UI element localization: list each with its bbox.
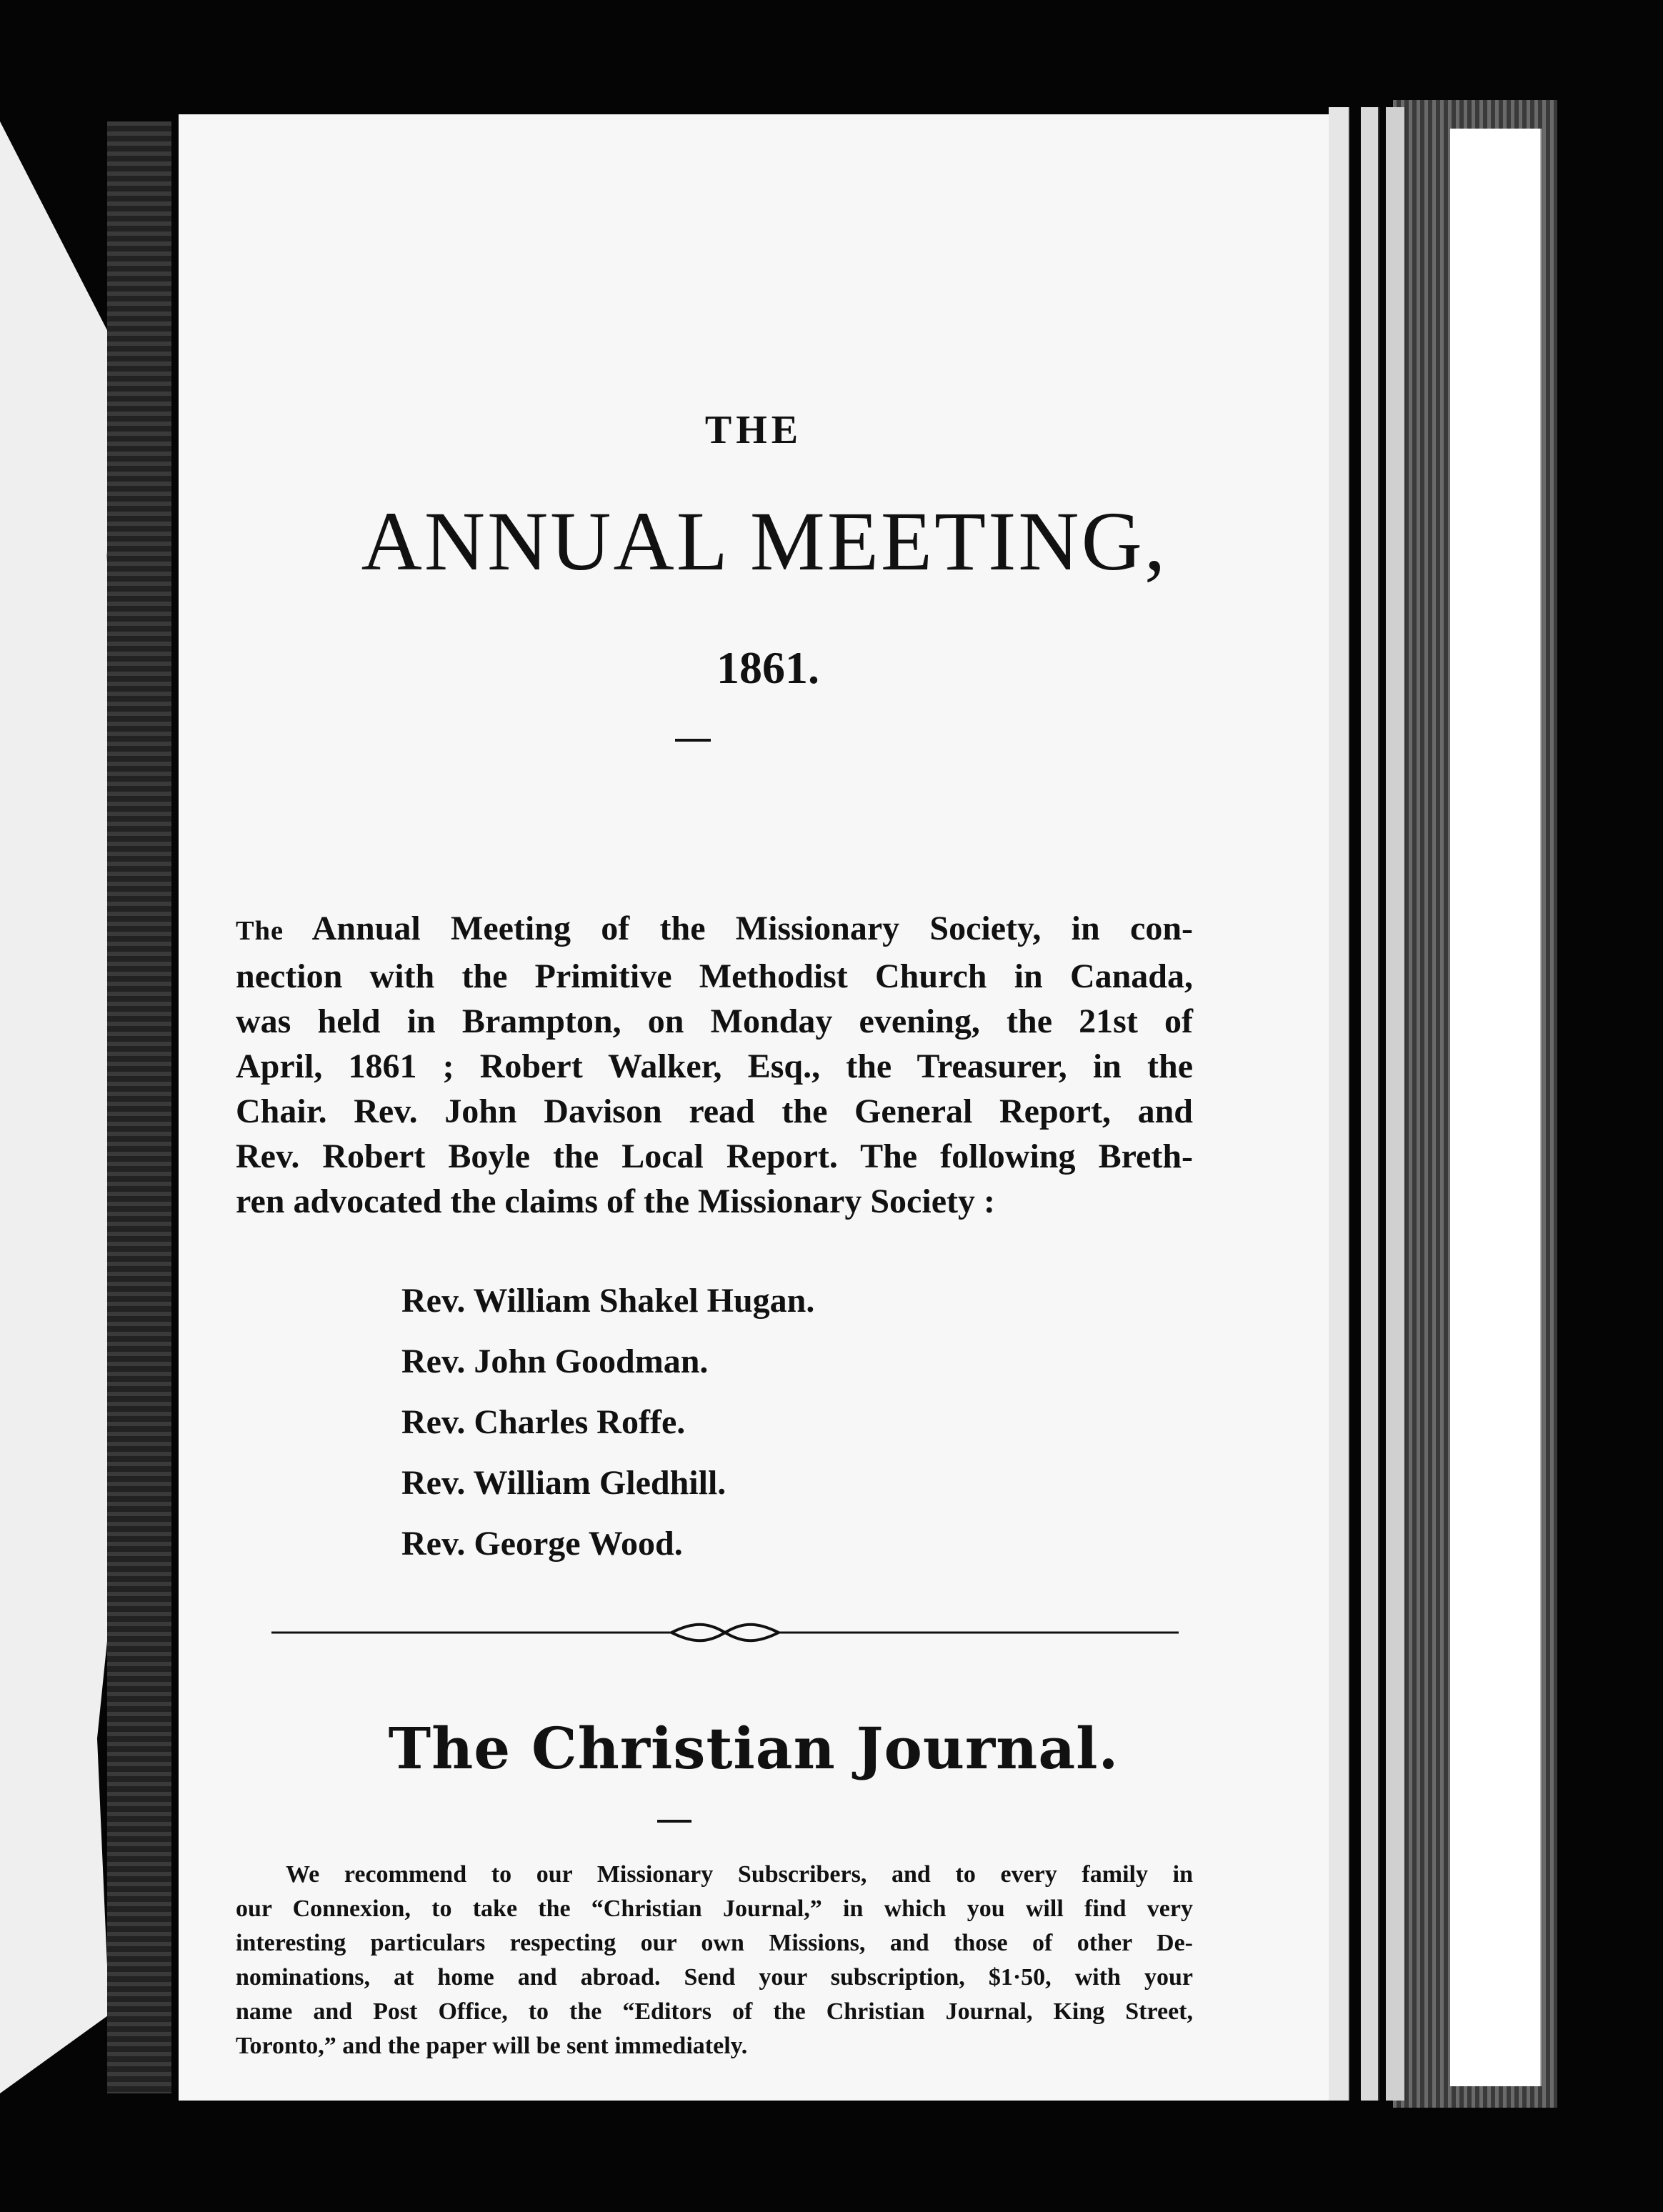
paragraph-lead: The (236, 916, 284, 946)
ornamental-divider (271, 1622, 1179, 1643)
page-edge (1450, 129, 1542, 2086)
notice-line: name and Post Office, to the “Editors of the Christian Journal, King Street, (236, 1998, 1193, 2025)
short-rule (675, 739, 711, 742)
notice-line: interesting particulars respecting our own Missions, and those of other De- (236, 1930, 1193, 1956)
document-page (179, 114, 1329, 2101)
page-edge (1329, 107, 1350, 2101)
paragraph-line: ren advocated the claims of the Missionary Society : (236, 1182, 995, 1220)
notice-line: nominations, at home and abroad. Send your subscription, $1·50, with your (236, 1964, 1193, 1991)
page-title: ANNUAL MEETING, (361, 494, 1168, 588)
page-edge (1386, 107, 1406, 2101)
meeting-year: 1861. (716, 642, 819, 693)
left-facing-page (0, 121, 121, 2093)
list-item: Rev. Charles Roffe. (401, 1403, 686, 1441)
meeting-paragraph (236, 906, 1193, 1224)
paragraph-line: Rev. Robert Boyle the Local Report. The following Breth- (236, 1137, 1193, 1175)
list-item: Rev. George Wood. (401, 1525, 683, 1563)
notice-line: our Connexion, to take the “Christian Journal,” in which you will find very (236, 1895, 1193, 1922)
paragraph-line: nection with the Primitive Methodist Church in Canada, (236, 957, 1193, 995)
paragraph-line-text: Annual Meeting of the Missionary Society, in con- (284, 910, 1193, 947)
list-item: Rev. William Shakel Hugan. (401, 1282, 815, 1320)
journal-title: The Christian Journal. (388, 1715, 1119, 1782)
list-item: Rev. William Gledhill. (401, 1464, 726, 1502)
left-cover-edge (107, 121, 171, 2093)
paragraph-line: April, 1861 ; Robert Walker, Esq., the Treasurer, in the (236, 1047, 1193, 1085)
heading-the: THE (704, 408, 803, 452)
page-edge (1361, 107, 1379, 2101)
speaker-list (401, 1270, 1116, 1574)
list-item: Rev. John Goodman. (401, 1342, 709, 1380)
short-rule (657, 1820, 691, 1823)
notice-line: Toronto,” and the paper will be sent immediately. (236, 2033, 748, 2059)
notice-line: We recommend to our Missionary Subscribers, and to every family in (286, 1861, 1193, 1888)
journal-notice (236, 1858, 1193, 2063)
paragraph-line: Chair. Rev. John Davison read the General Report, and (236, 1092, 1193, 1130)
paragraph-line: was held in Brampton, on Monday evening, the 21st of (236, 1002, 1193, 1040)
paragraph-line (236, 906, 1193, 954)
